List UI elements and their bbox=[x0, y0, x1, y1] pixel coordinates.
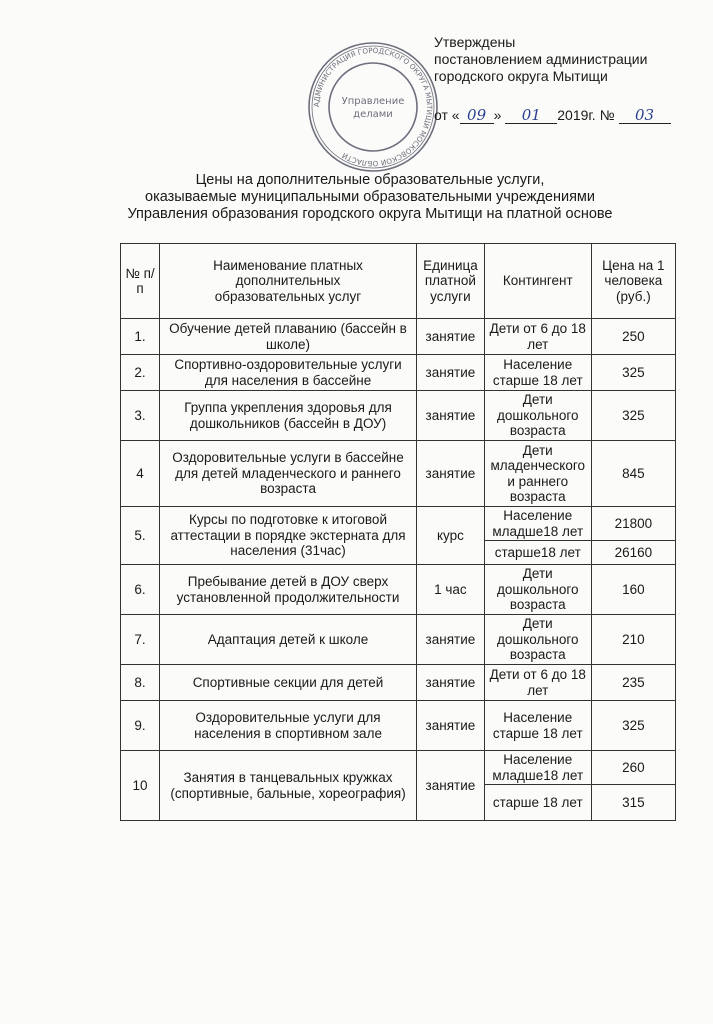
contingent: Дети от 6 до 18 лет bbox=[484, 319, 591, 355]
service-name: Спортивные секции для детей bbox=[160, 665, 417, 701]
service-name: Курсы по подготовке к итоговой аттестации в порядке экстерната для населения (31час) bbox=[160, 507, 417, 565]
stamp-ring-text: АДМИНИСТРАЦИЯ ГОРОДСКОГО ОКРУГА МЫТИЩИ МОСКОВСКОЙ ОБЛАСТИ bbox=[311, 45, 435, 169]
service-unit: занятие bbox=[416, 665, 484, 701]
table-row bbox=[121, 565, 676, 615]
contingent: Дети дошкольного возраста bbox=[484, 565, 591, 615]
row-number: 6. bbox=[121, 565, 160, 615]
table-row bbox=[121, 665, 676, 701]
price: 21800 bbox=[591, 507, 675, 541]
date-mid: » bbox=[493, 107, 502, 123]
service-name: Группа укрепления здоровья для дошкольников (бассейн в ДОУ) bbox=[160, 391, 417, 441]
row-number: 10 bbox=[121, 751, 160, 821]
stamp-center-text-2: делами bbox=[353, 109, 393, 120]
price: 26160 bbox=[591, 541, 675, 565]
contingent: Население младше18 лет bbox=[484, 751, 591, 785]
price: 325 bbox=[591, 355, 675, 391]
date-year: 2019г. № bbox=[557, 107, 615, 123]
official-stamp bbox=[306, 40, 440, 174]
service-unit: занятие bbox=[416, 319, 484, 355]
service-name: Оздоровительные услуги для населения в спортивном зале bbox=[160, 701, 417, 751]
price-table bbox=[120, 243, 676, 821]
contingent: Дети от 6 до 18 лет bbox=[484, 665, 591, 701]
table-row bbox=[121, 441, 676, 507]
header-contingent: Контингент bbox=[484, 244, 591, 319]
price: 325 bbox=[591, 701, 675, 751]
row-number: 7. bbox=[121, 615, 160, 665]
header-num: № п/п bbox=[121, 244, 160, 319]
service-unit: занятие bbox=[416, 355, 484, 391]
contingent: Дети младенческого и раннего возраста bbox=[484, 441, 591, 507]
contingent: Дети дошкольного возраста bbox=[484, 615, 591, 665]
row-number: 9. bbox=[121, 701, 160, 751]
date-prefix: от « bbox=[434, 107, 460, 123]
date-month-handwritten: 01 bbox=[505, 107, 557, 124]
contingent: Дети дошкольного возраста bbox=[484, 391, 591, 441]
table-header-row bbox=[121, 244, 676, 319]
price: 210 bbox=[591, 615, 675, 665]
service-unit: занятие bbox=[416, 701, 484, 751]
row-number: 1. bbox=[121, 319, 160, 355]
service-name: Обучение детей плаванию (бассейн в школе) bbox=[160, 319, 417, 355]
row-number: 2. bbox=[121, 355, 160, 391]
stamp-inner-ring bbox=[329, 63, 417, 151]
price: 325 bbox=[591, 391, 675, 441]
table-row bbox=[121, 355, 676, 391]
header-name: Наименование платных дополнительных образовательных услуг bbox=[160, 244, 417, 319]
table-row bbox=[121, 751, 676, 785]
contingent: Население старше 18 лет bbox=[484, 355, 591, 391]
service-name: Пребывание детей в ДОУ сверх установленной продолжительности bbox=[160, 565, 417, 615]
service-unit: занятие bbox=[416, 441, 484, 507]
price: 260 bbox=[591, 751, 675, 785]
row-number: 4 bbox=[121, 441, 160, 507]
title-line-3: Управления образования городского округа Мытищи на платной основе bbox=[127, 206, 613, 222]
approval-line-3: городского округа Мытищи bbox=[434, 68, 608, 84]
row-number: 3. bbox=[121, 391, 160, 441]
contingent: старше 18 лет bbox=[484, 785, 591, 821]
service-unit: занятие bbox=[416, 391, 484, 441]
doc-number-handwritten: 03 bbox=[619, 107, 671, 124]
document-title bbox=[110, 172, 630, 223]
service-unit: занятие bbox=[416, 615, 484, 665]
table-row bbox=[121, 615, 676, 665]
title-line-2: оказываемые муниципальными образовательными учреждениями bbox=[145, 189, 595, 205]
approval-line-1: Утверждены bbox=[434, 34, 516, 50]
table-row bbox=[121, 507, 676, 541]
title-line-1: Цены на дополнительные образовательные услуги, bbox=[195, 172, 545, 188]
approval-date-line bbox=[434, 107, 704, 124]
table-row bbox=[121, 391, 676, 441]
price: 250 bbox=[591, 319, 675, 355]
table-body bbox=[121, 319, 676, 821]
approval-line-2: постановлением администрации bbox=[434, 51, 648, 67]
service-name: Адаптация детей к школе bbox=[160, 615, 417, 665]
contingent: старше18 лет bbox=[484, 541, 591, 565]
price: 160 bbox=[591, 565, 675, 615]
contingent: Население младше18 лет bbox=[484, 507, 591, 541]
table-row bbox=[121, 701, 676, 751]
service-unit: курс bbox=[416, 507, 484, 565]
row-number: 8. bbox=[121, 665, 160, 701]
approval-block bbox=[434, 34, 704, 124]
table-row bbox=[121, 319, 676, 355]
service-unit: занятие bbox=[416, 751, 484, 821]
header-unit: Единица платной услуги bbox=[416, 244, 484, 319]
row-number: 5. bbox=[121, 507, 160, 565]
service-unit: 1 час bbox=[416, 565, 484, 615]
header-price: Цена на 1 человека (руб.) bbox=[591, 244, 675, 319]
service-name: Оздоровительные услуги в бассейне для детей младенческого и раннего возраста bbox=[160, 441, 417, 507]
price: 845 bbox=[591, 441, 675, 507]
stamp-center-text-1: Управление bbox=[341, 96, 405, 107]
service-name: Занятия в танцевальных кружках (спортивные, бальные, хореография) bbox=[160, 751, 417, 821]
contingent: Население старше 18 лет bbox=[484, 701, 591, 751]
price: 315 bbox=[591, 785, 675, 821]
service-name: Спортивно-оздоровительные услуги для населения в бассейне bbox=[160, 355, 417, 391]
date-day-handwritten: 09 bbox=[460, 107, 494, 124]
price: 235 bbox=[591, 665, 675, 701]
